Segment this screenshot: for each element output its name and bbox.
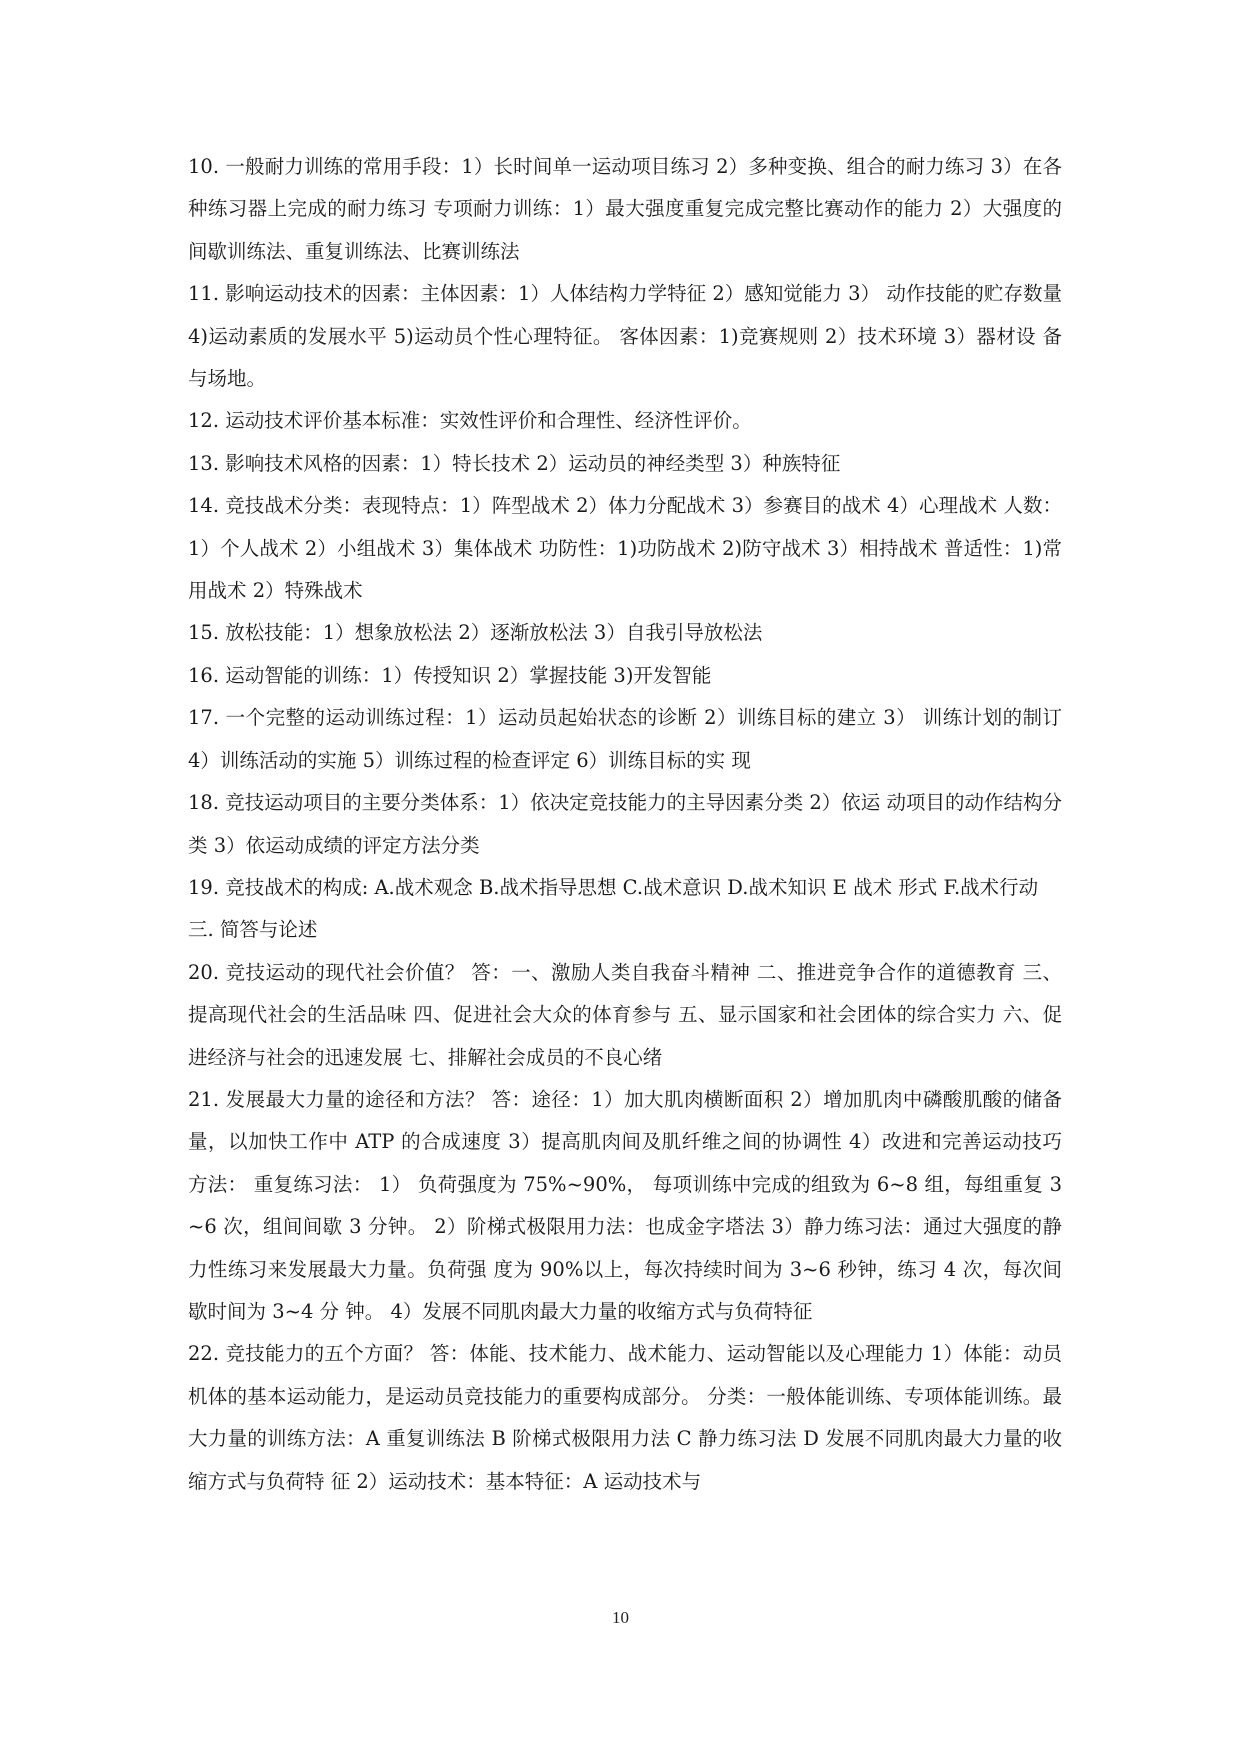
paragraph-item-12: 12. 运动技术评价基本标准：实效性评价和合理性、经济性评价。: [188, 409, 752, 433]
paragraph-item-14: 14. 竞技战术分类：表现特点：1）阵型战术 2）体力分配战术 3）参赛目的战术 4）心理战术 人数：1）个人战术 2）小组战术 3）集体战术 功防性：1)功防战术 2)防守战术 3）相持战术 普适性：1)常用战术 2）特殊战术: [188, 494, 1062, 603]
paragraph-item-10: 10. 一般耐力训练的常用手段：1）长时间单一运动项目练习 2）多种变换、组合的耐力练习 3）在各种练习器上完成的耐力练习 专项耐力训练：1）最大强度重复完成完整比赛动作的能力 2）大强度的间歇训练法、重复训练法、比赛训练法: [188, 155, 1062, 263]
paragraph-item-17: 17. 一个完整的运动训练过程：1）运动员起始状态的诊断 2）训练目标的建立 3） 训练计划的制订 4）训练活动的实施 5）训练过程的检查评定 6）训练目标的实 现: [188, 706, 1062, 772]
page-number: 10: [612, 1608, 629, 1627]
paragraph-item-13: 13. 影响技术风格的因素：1）特长技术 2）运动员的神经类型 3）种族特征: [188, 451, 841, 475]
section-heading: 三. 简答与论述: [188, 918, 318, 942]
page-content: [188, 146, 1062, 1503]
paragraph-item-22: 22. 竞技能力的五个方面？ 答：体能、技术能力、战术能力、运动智能以及心理能力 1）体能：动员机体的基本运动能力，是运动员竞技能力的重要构成部分。 分类：一般体能训练、专项体能训练。最大力量的训练方法：A 重复训练法 B 阶梯式极限用力法 C 静力练习法 D 发展不同肌肉最大力量的收缩方式与负荷特 征 2）运动技术：基本特征：A 运动技术与: [188, 1342, 1062, 1493]
paragraph-item-19: 19. 竞技战术的构成: A.战术观念 B.战术指导思想 C.战术意识 D.战术知识 E 战术 形式 F.战术行动: [188, 875, 1039, 899]
paragraph-item-20: 20. 竞技运动的现代社会价值？ 答：一、激励人类自我奋斗精神 二、推进竞争合作的道德教育 三、提高现代社会的生活品味 四、促进社会大众的体育参与 五、显示国家和社会团体的综合实力 六、促进经济与社会的迅速发展 七、排解社会成员的不良心绪: [188, 960, 1062, 1069]
paragraph-item-18: 18. 竞技运动项目的主要分类体系：1）依决定竞技能力的主导因素分类 2）依运 动项目的动作结构分类 3）依运动成绩的评定方法分类: [188, 791, 1062, 857]
paragraph-item-16: 16. 运动智能的训练：1）传授知识 2）掌握技能 3)开发智能: [188, 663, 712, 687]
paragraph-item-11: 11. 影响运动技术的因素：主体因素：1）人体结构力学特征 2）感知觉能力 3） 动作技能的贮存数量 4)运动素质的发展水平 5)运动员个性心理特征。 客体因素：1)竞赛规则 2）技术环境 3）器材设 备与场地。: [188, 282, 1062, 391]
paragraph-item-15: 15. 放松技能：1）想象放松法 2）逐渐放松法 3）自我引导放松法: [188, 621, 763, 645]
paragraph-item-21: 21. 发展最大力量的途径和方法？ 答：途径：1）加大肌肉横断面积 2）增加肌肉中磷酸肌酸的储备量，以加快工作中 ATP 的合成速度 3）提高肌肉间及肌纤维之间的协调性 4）改进和完善运动技巧 方法： 重复练习法： 1） 负荷强度为 75%~90%， 每项训练中完成的组致为 6~8 组，每组重复 3~6 次，组间间歇 3 分钟。 2）阶梯式极限用力法：也成金字塔法 3）静力练习法：通过大强度的静力性练习来发展最大力量。负荷强 度为 90%以上，每次持续时间为 3~6 秒钟，练习 4 次，每次间歇时间为 3~4 分 钟。 4）发展不同肌肉最大力量的收缩方式与负荷特征: [188, 1087, 1062, 1323]
